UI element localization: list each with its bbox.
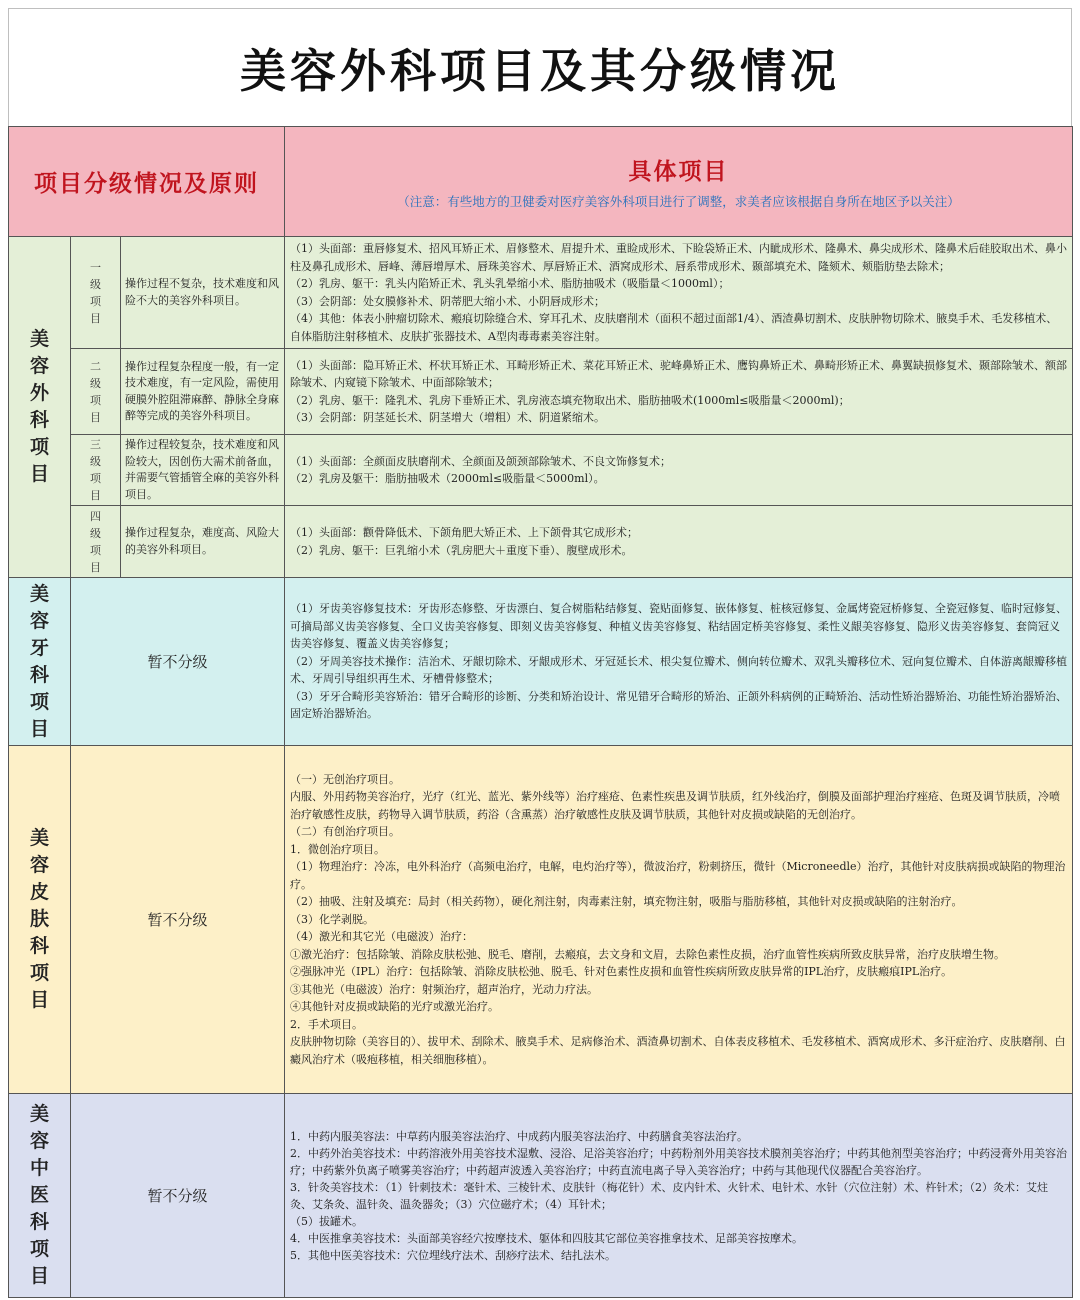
surgery-items-1: （1）头面部：重唇修复术、招风耳矫正术、眉修整术、眉提升术、重睑成形术、下睑袋矫正术、内眦成形术、隆鼻术、鼻尖成形术、隆鼻术后硅胶取出术、鼻小柱及鼻孔成形术、唇峰、薄唇增厚术、唇珠美容术、厚唇矫正术、酒窝成形术、唇系带成形术、颞部填充术、隆颏术、颊脂肪垫去除术； （2）乳房、躯干：乳头内陷矫正术、乳头乳晕缩小术、脂肪抽吸术（吸脂量＜1000ml）； （3）会阴部：处女膜修补术、阴蒂肥大缩小术、小阴唇成形术； （4）其他：体表小肿瘤切除术、瘢痕切除缝合术、穿耳孔术、皮肤磨削术（面积不超过面部1/4）、酒渣鼻切割术、皮肤肿物切除术、腋臭手术、毛发移植术、自体脂肪注射移植术、皮肤扩张器技术、A型肉毒毒素美容注射。 — [285, 237, 1073, 349]
dental-category: 美 容 牙 科 项 目 — [9, 578, 71, 746]
tcm-category: 美 容 中 医 科 项 目 — [9, 1094, 71, 1298]
header-row — [9, 127, 1073, 237]
surgery-row-level-1 — [9, 237, 1073, 349]
surgery-row-level-4 — [9, 506, 1073, 578]
derm-row — [9, 746, 1073, 1094]
grading-table — [8, 126, 1073, 1298]
surgery-principle-4: 操作过程复杂，难度高、风险大的美容外科项目。 — [121, 506, 285, 578]
surgery-principle-2: 操作过程复杂程度一般，有一定技术难度，有一定风险，需使用硬膜外腔阻滞麻醉、静脉全身麻醉等完成的美容外科项目。 — [121, 349, 285, 435]
surgery-level-4: 四 级 项 目 — [71, 506, 121, 578]
surgery-items-3: （1）头面部：全颜面皮肤磨削术、全颜面及颌颈部除皱术、不良文饰修复术； （2）乳房及躯干：脂肪抽吸术（2000ml≤吸脂量＜5000ml）。 — [285, 435, 1073, 506]
surgery-row-level-3 — [9, 435, 1073, 506]
dental-grading: 暂不分级 — [71, 578, 285, 746]
header-right — [285, 127, 1073, 237]
page-title: 美容外科项目及其分级情况 — [240, 43, 840, 98]
surgery-principle-3: 操作过程较复杂，技术难度和风险较大，因创伤大需术前备血，并需要气管插管全麻的美容外科项目。 — [121, 435, 285, 506]
surgery-level-1: 一 级 项 目 — [71, 237, 121, 349]
title-box — [8, 8, 1072, 126]
tcm-row — [9, 1094, 1073, 1298]
derm-category: 美 容 皮 肤 科 项 目 — [9, 746, 71, 1094]
surgery-level-2: 二 级 项 目 — [71, 349, 121, 435]
surgery-items-4: （1）头面部：颧骨降低术、下颌角肥大矫正术、上下颌骨其它成形术； （2）乳房、躯干：巨乳缩小术（乳房肥大＋重度下垂）、腹壁成形术。 — [285, 506, 1073, 578]
dental-items: （1）牙齿美容修复技术：牙齿形态修整、牙齿漂白、复合树脂粘结修复、瓷贴面修复、嵌体修复、桩核冠修复、金属烤瓷冠桥修复、全瓷冠修复、临时冠修复、可摘局部义齿美容修复、全口义齿美容修复、即刻义齿美容修复、种植义齿美容修复、粘结固定桥美容修复、柔性义龈美容修复、隐形义齿美容修复、套筒冠义齿美容修复、覆盖义齿美容修复； （2）牙周美容技术操作：洁治术、牙龈切除术、牙龈成形术、牙冠延长术、根尖复位瓣术、侧向转位瓣术、双乳头瓣移位术、冠向复位瓣术、自体游离龈瓣移植术、牙周引导组织再生术、牙槽骨修整术； （3）牙牙合畸形美容矫治：错牙合畸形的诊断、分类和矫治设计、常见错牙合畸形的矫治、正颌外科病例的正畸矫治、活动性矫治器矫治、功能性矫治器矫治、固定矫治器矫治。 — [285, 578, 1073, 746]
surgery-principle-1: 操作过程不复杂，技术难度和风险不大的美容外科项目。 — [121, 237, 285, 349]
header-right-title: 具体项目 — [628, 158, 729, 185]
tcm-items: 1．中药内服美容法：中草药内服美容法治疗、中成药内服美容法治疗、中药膳食美容法治疗。 2．中药外治美容技术：中药溶液外用美容技术湿敷、浸浴、足浴美容治疗；中药粉剂外用美容技术膜剂美容治疗；中药其他剂型美容治疗；中药浸膏外用美容治疗；中药紫外负离子喷雾美容治疗；中药超声波透入美容治疗；中药直流电离子导入美容治疗；中药与其他现代仪器配合美容治疗。 3．针灸美容技术：（1）针刺技术：毫针术、三棱针术、皮肤针（梅花针）术、皮内针术、火针术、电针术、水针（穴位注射）术、杵针术；（2）灸术：艾炷灸、艾条灸、温针灸、温灸器灸；（3）穴位磁疗术；（4）耳针术； （5）拔罐术。 4．中医推拿美容技术：头面部美容经穴按摩技术、躯体和四肢其它部位美容推拿技术、足部美容按摩术。 5．其他中医美容技术：穴位埋线疗法术、刮痧疗法术、结扎法术。 — [285, 1094, 1073, 1298]
surgery-category: 美 容 外 科 项 目 — [9, 237, 71, 578]
derm-grading: 暂不分级 — [71, 746, 285, 1094]
surgery-level-3: 三 级 项 目 — [71, 435, 121, 506]
header-note: （注意：有些地方的卫健委对医疗美容外科项目进行了调整，求美者应该根据自身所在地区予以关注） — [397, 194, 960, 209]
dental-row — [9, 578, 1073, 746]
surgery-items-2: （1）头面部：隐耳矫正术、杯状耳矫正术、耳畸形矫正术、菜花耳矫正术、驼峰鼻矫正术、鹰钩鼻矫正术、鼻畸形矫正术、鼻翼缺损修复术、颞部除皱术、额部除皱术、内窥镜下除皱术、中面部除皱术； （2）乳房、躯干：隆乳术、乳房下垂矫正术、乳房液态填充物取出术、脂肪抽吸术(1000ml≤吸脂量＜2000ml)； （3）会阴部：阴茎延长术、阴茎增大（增粗）术、阴道紧缩术。 — [285, 349, 1073, 435]
header-left: 项目分级情况及原则 — [9, 127, 285, 237]
derm-items: （一）无创治疗项目。 内服、外用药物美容治疗，光疗（红光、蓝光、紫外线等）治疗痤疮、色素性疾患及调节肤质，红外线治疗，倒膜及面部护理治疗痤疮、色斑及调节肤质，冷喷治疗敏感性皮肤，药物导入调节肤质，药浴（含熏蒸）治疗敏感性皮肤及调节肤质，其他针对皮损或缺陷的无创治疗。 （二）有创治疗项目。 1．微创治疗项目。 （1）物理治疗：冷冻，电外科治疗（高频电治疗，电解，电灼治疗等），微波治疗，粉刺挤压，微针（Microneedle）治疗，其他针对皮肤病损或缺陷的物理治疗。 （2）抽吸、注射及填充：局封（相关药物），硬化剂注射，肉毒素注射，填充物注射，吸脂与脂肪移植，其他针对皮损或缺陷的注射治疗。 （3）化学剥脱。 （4）激光和其它光（电磁波）治疗： ①激光治疗：包括除皱、消除皮肤松弛、脱毛、磨削，去瘢痕，去文身和文眉，去除色素性皮损，治疗血管性疾病所致皮肤异常，治疗皮肤增生物。 ②强脉冲光（IPL）治疗：包括除皱、消除皮肤松弛、脱毛、针对色素性皮损和血管性疾病所致皮肤异常的IPL治疗，皮肤瘢痕IPL治疗。 ③其他光（电磁波）治疗：射频治疗，超声治疗，光动力疗法。 ④其他针对皮损或缺陷的光疗或激光治疗。 2．手术项目。 皮肤肿物切除（美容目的）、拔甲术、刮除术、腋臭手术、足病修治术、酒渣鼻切割术、自体表皮移植术、毛发移植术、酒窝成形术、多汗症治疗、皮肤磨削、白癜风治疗术（吸疱移植，相关细胞移植）。 — [285, 746, 1073, 1094]
surgery-row-level-2 — [9, 349, 1073, 435]
tcm-grading: 暂不分级 — [71, 1094, 285, 1298]
